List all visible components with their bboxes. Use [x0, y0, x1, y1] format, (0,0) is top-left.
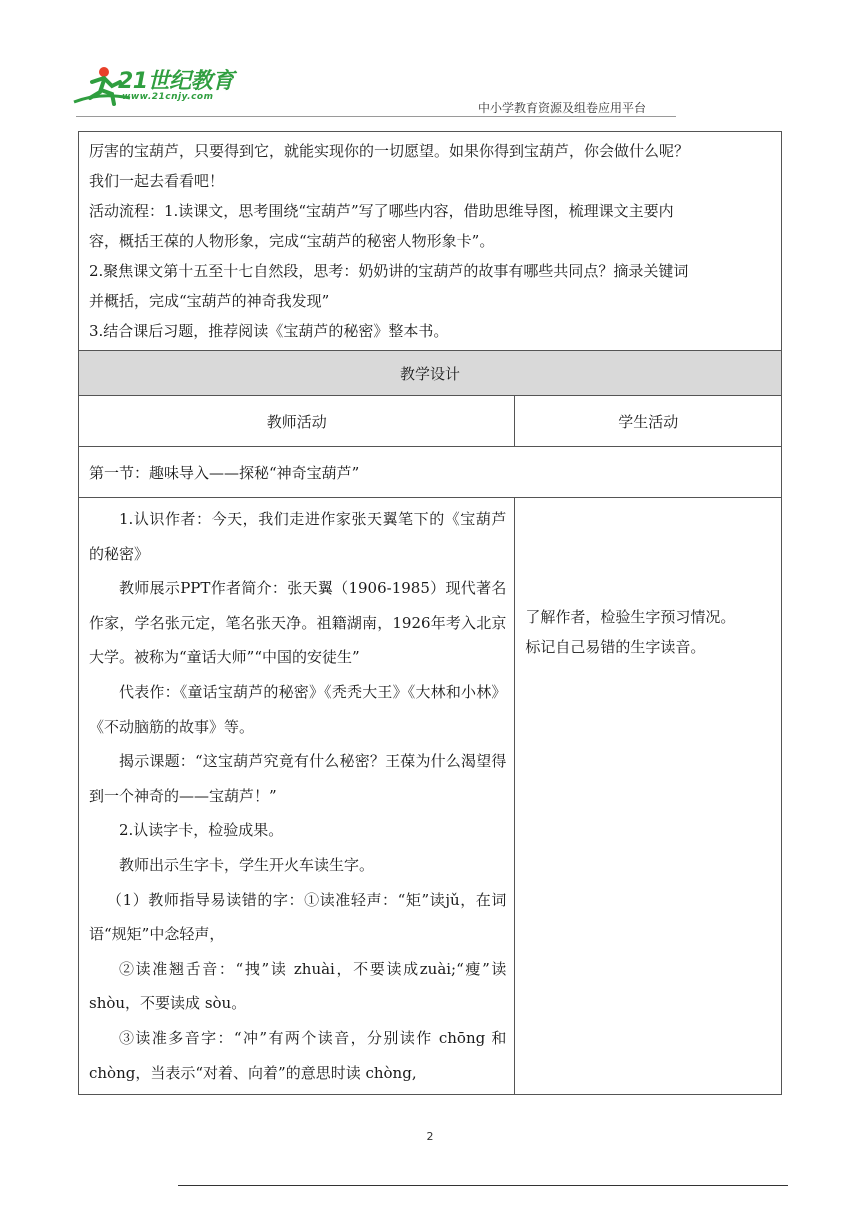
header-divider [76, 116, 676, 117]
teacher-activity-header: 教师活动 [79, 396, 515, 447]
design-title: 教学设计 [79, 351, 782, 396]
student-activity-header: 学生活动 [515, 396, 782, 447]
footer-divider [178, 1185, 788, 1186]
student-line: 标记自己易错的生字读音。 [525, 638, 706, 656]
logo-url: www.21cnjy.com [122, 92, 214, 102]
design-title-row [79, 351, 782, 396]
teacher-activity-cell [79, 498, 515, 1095]
activity-row [79, 498, 782, 1095]
intro-line: 活动流程：1.读课文，思考围绕“宝葫芦”写了哪些内容，借助思维导图，梳理课文主要内 [89, 202, 674, 220]
teacher-paragraph: 2.认读字卡，检验成果。 [119, 821, 284, 840]
section-title: 第一节：趣味导入——探秘“神奇宝葫芦” [79, 447, 782, 498]
student-line: 了解作者，检验生字预习情况。 [525, 608, 736, 626]
intro-row [79, 132, 782, 351]
teacher-paragraph: 1.认识作者：今天，我们走进作家张天翼笔下的《宝葫芦的秘密》 [89, 510, 507, 563]
platform-name: 中小学教育资源及组卷应用平台 [478, 101, 647, 115]
teacher-paragraph: ③读准多音字：“冲”有两个读音，分别读作 chōng 和 chòng，当表示“对着、向着”的意思时读 chòng, [89, 1028, 507, 1082]
section-row [79, 447, 782, 498]
page-header [0, 0, 860, 120]
intro-line: 并概括，完成“宝葫芦的神奇我发现” [89, 292, 330, 310]
teacher-paragraph: ②读准翘舌音：“拽”读 zhuài，不要读成zuài;“瘦”读 shòu，不要读成 sòu。 [89, 959, 507, 1013]
logo-text: 21世纪教育 [118, 69, 234, 94]
intro-line: 容，概括王葆的人物形象，完成“宝葫芦的秘密人物形象卡”。 [89, 232, 495, 250]
column-header-row [79, 396, 782, 447]
intro-line: 2.聚焦课文第十五至十七自然段，思考：奶奶讲的宝葫芦的故事有哪些共同点？摘录关键词 [89, 262, 689, 280]
teacher-paragraph: 教师出示生字卡，学生开火车读生字。 [119, 855, 375, 874]
teacher-paragraph: 教师展示PPT作者简介：张天翼（1906-1985）现代著名作家，学名张元定，笔名张天净。祖籍湖南，1926年考入北京大学。被称为“童话大师”“中国的安徒生” [89, 579, 507, 667]
intro-line: 3.结合课后习题，推荐阅读《宝葫芦的秘密》整本书。 [89, 322, 449, 340]
teacher-paragraph: 代表作：《童话宝葫芦的秘密》《秃秃大王》《大林和小林》《不动脑筋的故事》等。 [89, 682, 507, 736]
intro-line: 厉害的宝葫芦，只要得到它，就能实现你的一切愿望。如果你得到宝葫芦，你会做什么呢？ [89, 142, 690, 160]
teacher-paragraph: （1）教师指导易读错的字：①读准轻声：“矩”读jǔ，在词语“规矩”中念轻声， [89, 890, 507, 944]
intro-line: 我们一起去看看吧！ [89, 172, 225, 190]
student-spacer [525, 498, 775, 602]
teacher-paragraph: 揭示课题：“这宝葫芦究竟有什么秘密？王葆为什么渴望得到一个神奇的——宝葫芦！” [89, 752, 507, 805]
intro-cell [79, 132, 782, 351]
lesson-table [78, 131, 782, 1095]
student-activity-cell [515, 498, 782, 1095]
page-number: 2 [426, 1130, 434, 1143]
